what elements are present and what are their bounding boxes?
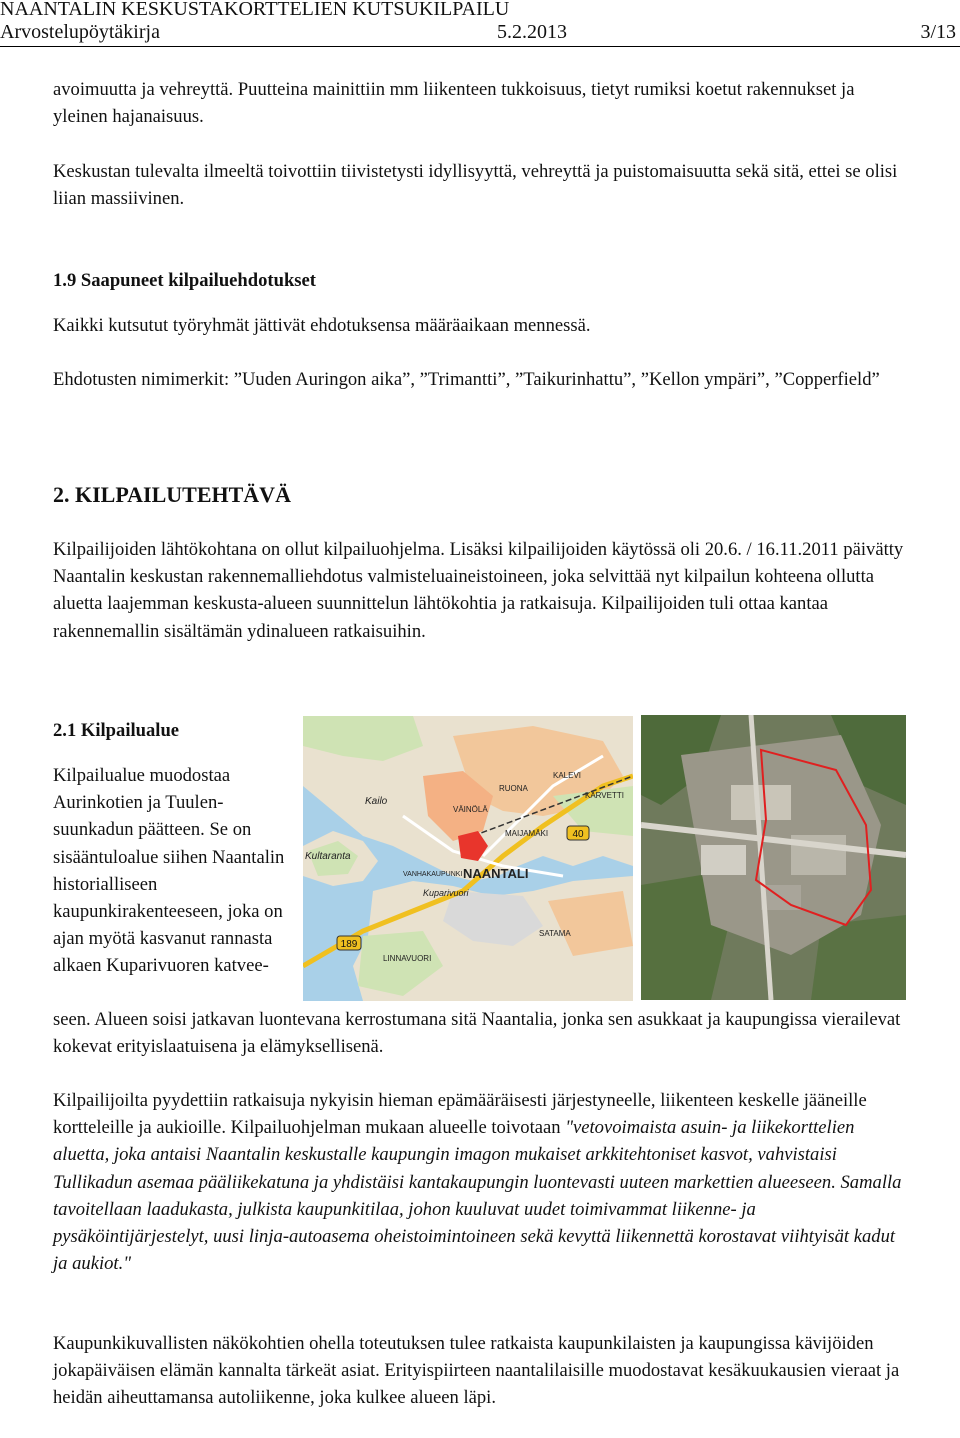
- aerial-photo-graphic: [641, 715, 906, 1000]
- heading-2-1: 2.1 Kilpailualue: [53, 720, 180, 741]
- map-label-maijamaki: MAIJAMÄKI: [505, 829, 549, 838]
- aerial-photo: [641, 715, 906, 1000]
- header-rule: [0, 46, 960, 47]
- paragraph-2: Keskustan tulevalta ilmeeltä toivottiin tiivistetysti idyllisyyttä, vehreyttä ja puistomaisuutta sekä sitä, ettei se olisi liian massiivinen.: [53, 161, 898, 210]
- paragraph-3: Kaikki kutsutut työryhmät jättivät ehdotuksensa määräaikaan mennessä.: [53, 315, 591, 336]
- map-label-naantali: NAANTALI: [463, 866, 529, 881]
- paragraph-1: avoimuutta ja vehreyttä. Puutteina mainittiin mm liikenteen tukkoisuus, tietyt rumiksi koetut rakennukset ja yleinen hajanaisuus.: [53, 79, 855, 128]
- road-40-label: 40: [572, 829, 584, 840]
- map-label-karvetti: KARVETTI: [585, 791, 624, 800]
- map-label-kuparivuori: Kuparivuori: [423, 888, 469, 898]
- document-header-title: NAANTALIN KESKUSTAKORTTELIEN KUTSUKILPAILU: [0, 0, 510, 20]
- map-label-linnavuori: LINNAVUORI: [383, 954, 432, 963]
- paragraph-7-intro: Kilpailijoilta pyydettiin ratkaisuja nykyisin hieman epämääräisesti järjestyneelle, liikenteen keskelle jääneille kortteleille ja aukioille. Kilpailuohjelman mukaan alueelle toivotaan: [53, 1090, 867, 1139]
- paragraph-7: [53, 1087, 913, 1277]
- map-label-ruona: RUONA: [499, 784, 528, 793]
- map-label-satama: SATAMA: [539, 929, 571, 938]
- map-label-kultaranta: Kultaranta: [305, 851, 351, 862]
- map-label-kalevi: KALEVI: [553, 771, 582, 780]
- paragraph-4: Ehdotusten nimimerkit: ”Uuden Auringon aika”, ”Trimantti”, ”Taikurinhattu”, ”Kellon ympäri”, ”Copperfield”: [53, 369, 880, 390]
- paragraph-6-continued: seen. Alueen soisi jatkavan luontevana kerrostumana sitä Naantalia, jonka sen asukkaat ja kaupungissa vierailevat kokevat erityislaatuisena ja elämyksellisenä.: [53, 1009, 901, 1058]
- map-label-vainola: VÄINÖLÄ: [453, 805, 488, 814]
- location-map-graphic: [303, 716, 633, 1001]
- paragraph-7-quote: "vetovoimaista asuin- ja liikekorttelien aluetta, joka antaisi Naantalin keskustalle kaupungin imagon mukaiset arkkitehtoniset kasvot, vahvistaisi Tullikadun asemaa pääliikekatuna ja yhdistäisi kantakaupungin luontevasti uuteen markettien alueeseen. Samalla tavoitellaan laadukasta, julkista kaupunkitilaa, johon kuuluvat uudet toimivammat liikenne- ja pysäköintijärjestelyt, uusi linja-autoasema oheistoimintoineen sekä kevyttä liikennettä korostavat viihtyisät kadut ja aukiot.": [53, 1117, 902, 1275]
- paragraph-6-left: Kilpailualue muodostaa Aurinkotien ja Tuulensuunkadun päätteen. Se on sisääntuloalue siihen Naantalin historialliseen kaupunkirakenteeseen, joka on ajan myötä kasvanut rannasta alkaen Kuparivuoren katvee-: [53, 765, 285, 977]
- heading-1-9: 1.9 Saapuneet kilpailuehdotukset: [53, 270, 316, 291]
- map-label-vanhakaupunki: VANHAKAUPUNKI: [403, 871, 463, 878]
- heading-2: 2. KILPAILUTEHTÄVÄ: [53, 482, 291, 507]
- map-label-kailo: Kailo: [365, 796, 388, 807]
- document-date: 5.2.2013: [497, 21, 567, 43]
- paragraph-8: Kaupunkikuvallisten näkökohtien ohella toteutuksen tulee ratkaista kaupunkilaisten ja kaupungissa kävijöiden jokapäiväisen elämän kannalta tärkeät asiat. Erityispiirteen naantalilaisille muodostavat kesäkuukausien vieraat ja heidän aiheuttamansa autoliikenne, joka kulkee alueen läpi.: [53, 1333, 900, 1409]
- location-map: [303, 716, 633, 1001]
- document-type: Arvostelupöytäkirja: [0, 21, 160, 43]
- document-header-meta: [0, 21, 960, 44]
- road-189-label: 189: [340, 939, 358, 950]
- paragraph-5: Kilpailijoiden lähtökohtana on ollut kilpailuohjelma. Lisäksi kilpailijoiden käytössä oli 20.6. / 16.11.2011 päivätty Naantalin keskustan rakennemalliehdotus valmisteluaineistoineen, joka selvittää nyt kilpailun kohteena ollutta aluetta laajemman keskusta-alueen suunnittelun lähtökohtia ja ratkaisuja. Kilpailijoiden tuli ottaa kantaa rakennemallin sisältämän ydinalueen ratkaisuihin.: [53, 539, 904, 642]
- page-number: 3/13: [920, 21, 956, 43]
